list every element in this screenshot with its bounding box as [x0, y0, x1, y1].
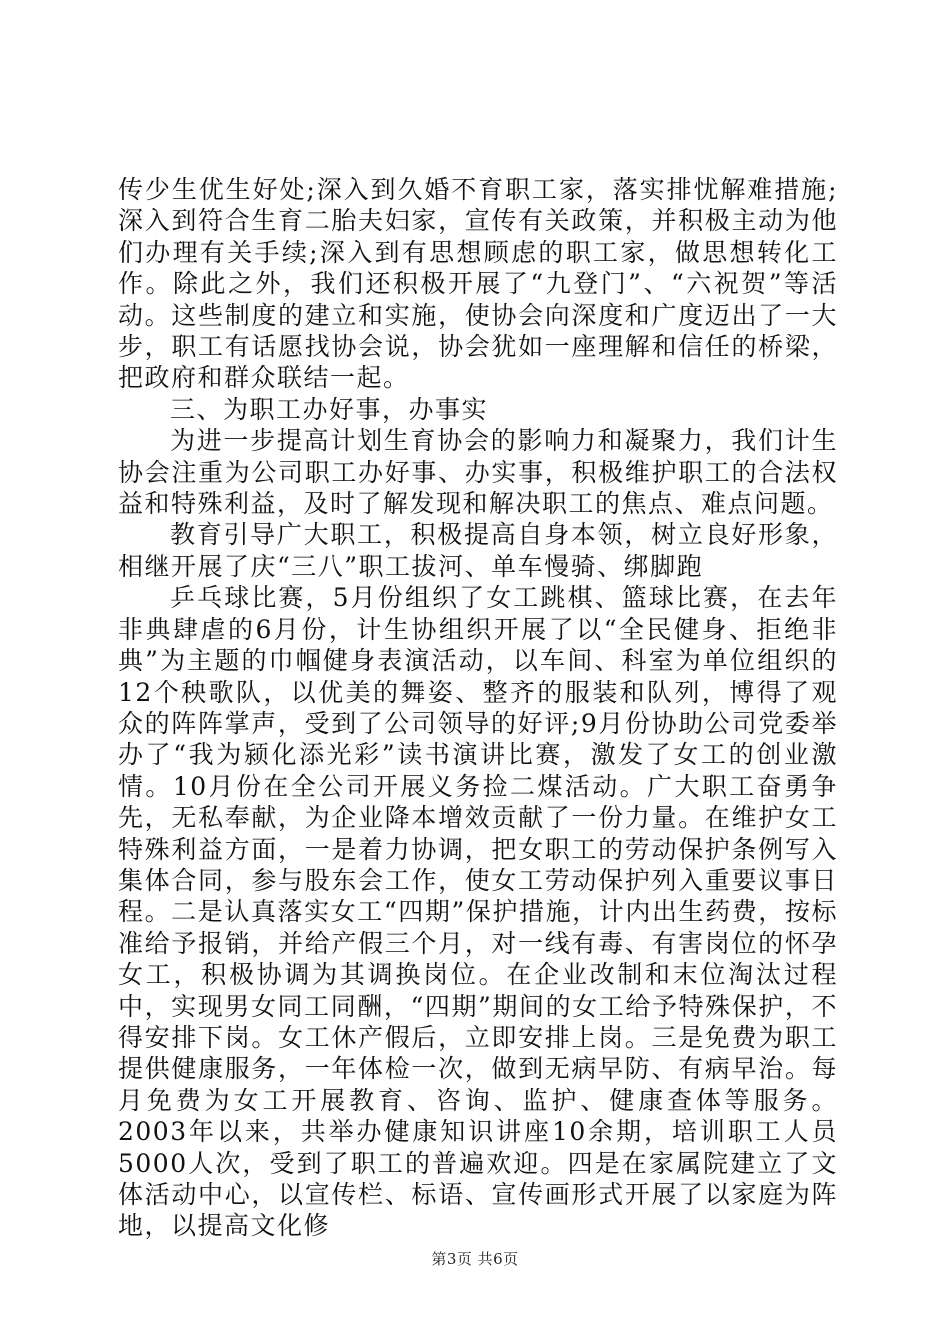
page-footer: 第3页 共6页 — [431, 1250, 519, 1268]
paragraph: 乒乓球比赛，5月份组织了女工跳棋、篮球比赛，在去年非典肆虐的6月份，计生协组织开展了以“全民健身、拒绝非典”为主题的巾帼健身表演活动，以车间、科室为单位组织的12个秧歌队，以优美的舞姿、整齐的服装和队列，博得了观众的阵阵掌声，受到了公司领导的好评;9月份协助公司党委举办了“我为颍化添光彩”读书演讲比赛，激发了女工的创业激情。10月份在全公司开展义务捡二煤活动。广大职工奋勇争先，无私奉献，为企业降本增效贡献了一份力量。在维护女工特殊利益方面，一是着力协调，把女职工的劳动保护条例写入集体合同，参与股东会工作，使女工劳动保护列入重要议事日程。二是认真落实女工“四期”保护措施，计内出生药费，按标准给予报销，并给产假三个月，对一线有毒、有害岗位的怀孕女工，积极协调为其调换岗位。在企业改制和末位淘汰过程中，实现男女同工同酬，“四期”期间的女工给予特殊保护，不得安排下岗。女工休产假后，立即安排上岗。三是免费为职工提供健康服务，一年体检一次，做到无病早防、有病早治。每月免费为女工开展教育、咨询、监护、健康查体等服务。2003年以来，共举办健康知识讲座10余期，培训职工人员5000人次，受到了职工的普遍欢迎。四是在家属院建立了文体活动中心，以宣传栏、标语、宣传画形式开展了以家庭为阵地，以提高文化修 — [118, 583, 838, 1241]
document-body — [118, 174, 838, 1242]
paragraph-continuation: 传少生优生好处;深入到久婚不育职工家，落实排忧解难措施;深入到符合生育二胎夫妇家，宣传有关政策，并积极主动为他们办理有关手续;深入到有思想顾虑的职工家，做思想转化工作。除此之外，我们还积极开展了“九登门”、“六祝贺”等活动。这些制度的建立和实施，使协会向深度和广度迈出了一大步，职工有话愿找协会说，协会犹如一座理解和信任的桥梁，把政府和群众联结一起。 — [118, 175, 838, 393]
paragraph: 教育引导广大职工，积极提高自身本领，树立良好形象，相继开展了庆“三八”职工拔河、单车慢骑、绑脚跑 — [118, 520, 838, 581]
paragraph: 为进一步提高计划生育协会的影响力和凝聚力，我们计生协会注重为公司职工办好事、办实事，积极维护职工的合法权益和特殊利益，及时了解发现和解决职工的焦点、难点问题。 — [118, 426, 838, 519]
section-heading: 三、为职工办好事，办事实 — [170, 394, 489, 424]
